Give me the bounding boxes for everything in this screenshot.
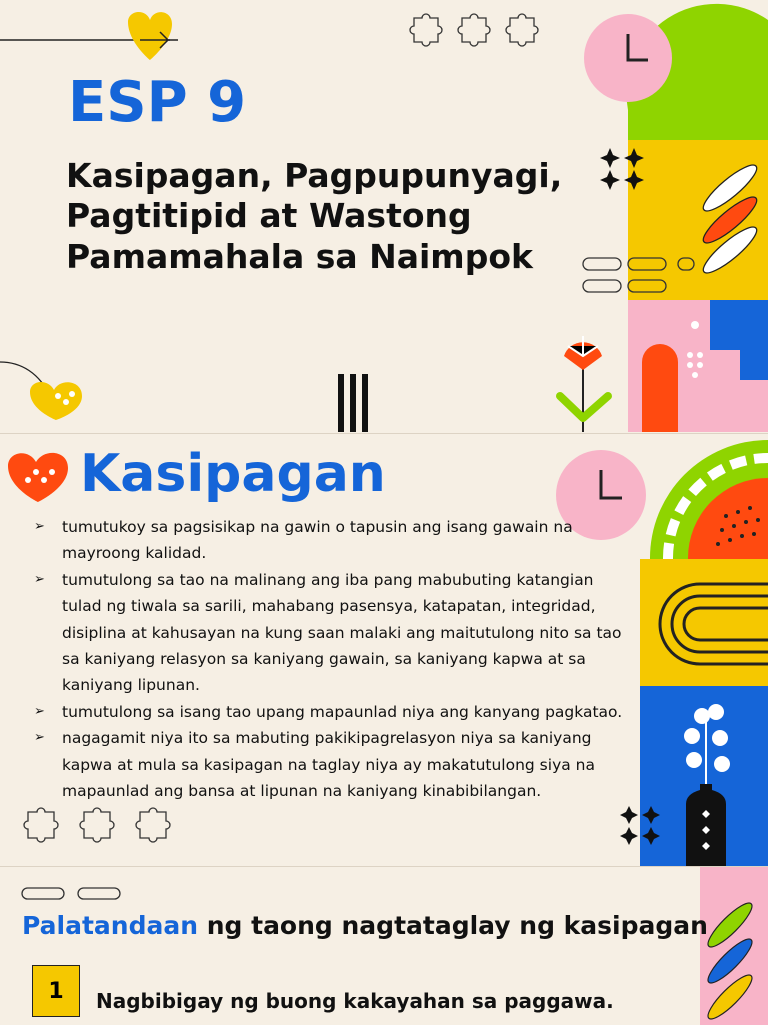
slide-kasipagan bbox=[0, 433, 768, 866]
bullet-item: ➢ tumutulong sa tao na malinang ang iba pang mabubuting katangian tulad ng tiwala sa sarili, mahabang pasensya, katapatan, integridad, disiplina at kahusayan na kung saan malaki ang maitutulong nito sa tao sa kaniyang relasyon sa kaniyang gawain, sa kaniyang kapwa at sa kaniyang lipunan. bbox=[34, 567, 634, 699]
heading-highlight: Palatandaan bbox=[22, 911, 199, 940]
right-decor-panel-2 bbox=[640, 434, 768, 866]
arrow-bullet-icon: ➢ bbox=[34, 730, 45, 746]
slide-palatandaan bbox=[0, 866, 768, 1025]
item-text: Nagbibigay ng buong kakayahan sa paggawa. bbox=[96, 989, 614, 1013]
bullet-item: ➢ tumutulong sa isang tao upang mapaunlad niya ang kanyang pagkatao. bbox=[34, 699, 634, 725]
puzzle-outlines-decoration-2 bbox=[20, 806, 190, 856]
heart-branch-decoration-left bbox=[0, 350, 100, 430]
sparkle-icon bbox=[600, 148, 650, 190]
heading-rest: ng taong nagtataglay ng kasipagan bbox=[198, 911, 708, 940]
presentation-subtitle: Kasipagan, Pagpupunyagi, Pagtitipid at Wastong Pamamahala sa Naimpok bbox=[66, 156, 563, 276]
sparkle-icon-2 bbox=[620, 806, 664, 846]
slide-title bbox=[0, 0, 768, 432]
right-decor-panel-3 bbox=[700, 867, 768, 1025]
heart-icon bbox=[6, 446, 72, 506]
bullet-item: ➢ nagagamit niya ito sa mabuting pakikipagrelasyon niya sa kaniyang kapwa at mula sa kasipagan na taglay niya ay makatutulong siya na mapaunlad ang bansa at lipunan na kaniyang kinabibilangan. bbox=[34, 725, 634, 804]
puzzle-outlines-decoration bbox=[404, 8, 554, 58]
arrow-bullet-icon: ➢ bbox=[34, 519, 45, 534]
kasipagan-title: Kasipagan bbox=[80, 444, 386, 504]
bars-decoration bbox=[336, 374, 376, 432]
arrow-bullet-icon: ➢ bbox=[34, 571, 45, 587]
pill-outlines-decoration-3 bbox=[20, 885, 130, 903]
kasipagan-bullet-list bbox=[34, 514, 634, 804]
arrow-bullet-icon: ➢ bbox=[34, 703, 45, 719]
presentation-title: ESP 9 bbox=[68, 70, 247, 135]
flower-icon bbox=[550, 326, 620, 432]
clock-icon bbox=[582, 12, 674, 104]
bullet-item: ➢ tumutukoy sa pagsisikap na gawin o tapusin ang isang gawain na mayroong kalidad. bbox=[34, 514, 634, 567]
palatandaan-heading bbox=[22, 911, 708, 940]
item-number-badge: 1 bbox=[32, 965, 80, 1017]
heart-branch-decoration bbox=[0, 0, 200, 70]
